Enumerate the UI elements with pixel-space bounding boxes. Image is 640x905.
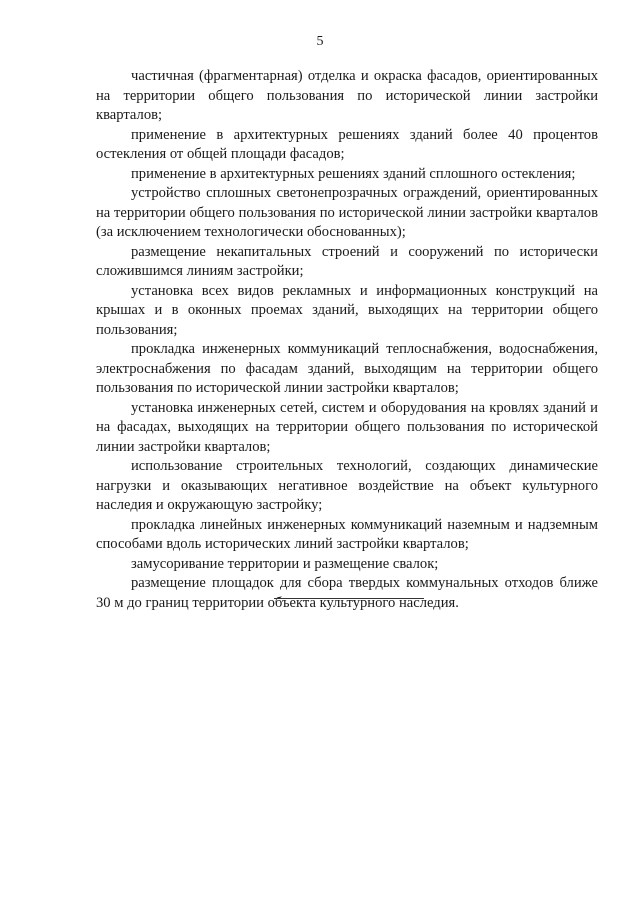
page-number: 5	[316, 34, 324, 49]
list-item-opaque-fences: устройство сплошных светонепрозрачных ограждений, ориентированных на территории общего пользования по исторической линии застройки кварталов (за исключением технологически обоснованных);	[96, 185, 598, 240]
list-item-continuous-glazing: применение в архитектурных решениях зданий сплошного остекления;	[131, 165, 576, 182]
list-item-construction-technologies: использование строительных технологий, создающих динамические нагрузки и оказывающих негативное воздействие на объект культурного наследия и окружающую застройку;	[96, 458, 598, 513]
list-item-linear-utilities: прокладка линейных инженерных коммуникаций наземным и надземным способами вдоль исторических линий застройки кварталов;	[96, 516, 598, 552]
list-item-littering: замусоривание территории и размещение свалок;	[131, 555, 439, 572]
list-item-advertising: установка всех видов рекламных и информационных конструкций на крышах и в оконных проемах зданий, выходящих на территории общего пользования;	[96, 282, 598, 338]
list-item-utility-lines-facades: прокладка инженерных коммуникаций теплоснабжения, водоснабжения, электроснабжения по фасадам зданий, выходящим на территории общего пользования по исторической линии застройки кварталов;	[96, 341, 598, 396]
list-item-temporary-structures: размещение некапитальных строений и сооружений по исторически сложившимся линиям застройки;	[96, 243, 598, 279]
list-item-facade-finishing: частичная (фрагментарная) отделка и окраска фасадов, ориентированных на территории общего пользования по исторической линии застройки кварталов;	[96, 68, 598, 123]
list-item-glazing-40-percent: применение в архитектурных решениях зданий более 40 процентов остекления от общей площади фасадов;	[96, 126, 598, 162]
list-item-engineering-equipment: установка инженерных сетей, систем и оборудования на кровлях зданий и на фасадах, выходящих на территории общего пользования по исторической линии застройки кварталов;	[96, 399, 598, 455]
end-separator-line	[274, 598, 424, 599]
list-item-waste-sites: размещение площадок для сбора твердых коммунальных отходов ближе 30 м до границ территории объекта культурного наследия.	[96, 575, 598, 611]
document-body	[96, 67, 598, 613]
